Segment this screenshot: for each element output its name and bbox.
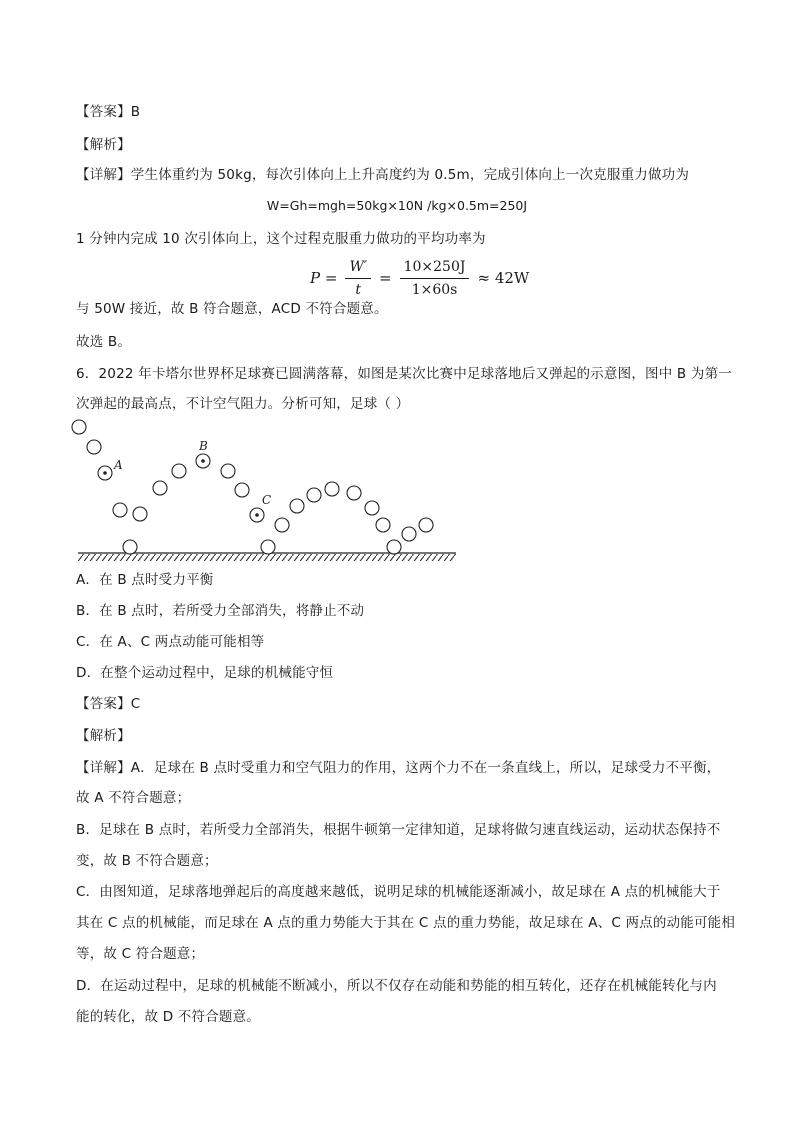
q6-stem-line1: 6．2022 年卡塔尔世界杯足球赛已圆满落幕，如图是某次比赛中足球落地后又弹起的示意图，图中 B 为第一 <box>76 366 732 382</box>
q6-analysis-label: 【解析】 <box>76 728 131 744</box>
ball <box>87 440 101 454</box>
q6-explanation-line: C．由图知道，足球落地弹起后的高度越来越低，说明足球的机械能逐渐减小，故足球在 A 点的机械能大于 <box>76 884 721 900</box>
work-formula: W=Gh=mgh=50kg×10N /kg×0.5m=250J <box>266 198 528 213</box>
q6-explanation-line: 等，故 C 符合题意； <box>76 946 205 962</box>
q6-option-a: A．在 B 点时受力平衡 <box>76 572 214 588</box>
q5-detail: 【详解】学生体重约为 50kg，每次引体向上上升高度约为 0.5m，完成引体向上一次克服重力做功为 <box>76 167 690 183</box>
point-c-dot <box>255 513 259 517</box>
power-intro: 1 分钟内完成 10 次引体向上，这个过程克服重力做功的平均功率为 <box>76 231 486 247</box>
ball <box>307 488 321 502</box>
q6-stem-line2: 次弹起的最高点，不计空气阻力。分析可知，足球（ ） <box>76 396 410 412</box>
fraction-denominator: t <box>355 281 362 298</box>
q6-explanation-line: 【详解】A．足球在 B 点时受重力和空气阻力的作用，这两个力不在一条直线上，所以，足球受力不平衡， <box>76 760 721 776</box>
q6-option-d: D．在整个运动过程中，足球的机械能守恒 <box>76 665 334 681</box>
ball <box>325 482 339 496</box>
ball <box>235 483 249 497</box>
label-c: C <box>262 493 272 507</box>
bouncing-ball-figure <box>70 412 470 564</box>
formula-equals: = <box>379 269 392 287</box>
ball <box>72 420 86 434</box>
ball <box>376 518 390 532</box>
label-a: A <box>114 458 123 472</box>
ball <box>172 464 186 478</box>
fraction-values <box>400 258 470 299</box>
ball <box>347 486 361 500</box>
q6-explanation-line: 其在 C 点的机械能，而足球在 A 点的重力势能大于其在 C 点的重力势能，故足球在 A、C 两点的动能可能相 <box>76 915 736 931</box>
q5-analysis-label: 【解析】 <box>76 137 131 153</box>
ball <box>133 507 147 521</box>
q6-explanation-line: 变，故 B 不符合题意； <box>76 853 218 869</box>
fraction-work-time <box>345 258 371 299</box>
q5-answer: 【答案】B <box>76 104 141 120</box>
q6-explanation-line: D．在运动过程中，足球的机械能不断减小，所以不仅存在动能和势能的相互转化，还存在机械能转化与内 <box>76 978 717 994</box>
ball <box>221 464 235 478</box>
q6-answer: 【答案】C <box>76 696 141 712</box>
q6-option-b: B．在 B 点时，若所受力全部消失，将静止不动 <box>76 603 365 619</box>
point-a-dot <box>103 471 107 475</box>
fraction-numerator: W′ <box>345 258 371 279</box>
ball <box>275 518 289 532</box>
ball <box>402 527 416 541</box>
q5-conclusion: 与 50W 接近，故 B 符合题意，ACD 不符合题意。 <box>76 301 388 317</box>
q6-explanation-line: 故 A 不符合题意； <box>76 790 191 806</box>
formula-result: ≈ 42W <box>477 269 530 287</box>
ball-landing <box>387 540 401 554</box>
formula-lhs: P = <box>310 269 338 287</box>
ball-landing <box>123 540 137 554</box>
q6-explanation-line: B．足球在 B 点时，若所受力全部消失，根据牛顿第一定律知道，足球将做匀速直线运动，运动状态保持不 <box>76 822 721 838</box>
q6-option-c: C．在 A、C 两点动能可能相等 <box>76 634 265 650</box>
ball-landing <box>261 540 275 554</box>
label-b: B <box>199 439 208 453</box>
ball <box>365 501 379 515</box>
q5-choose: 故选 B。 <box>76 334 132 350</box>
q6-explanation-line: 能的转化，故 D 不符合题意。 <box>76 1009 260 1025</box>
ball <box>113 503 127 517</box>
power-formula <box>310 254 529 302</box>
fraction-denominator-values: 1×60s <box>411 281 458 298</box>
ball <box>419 518 433 532</box>
ground-hatching <box>78 554 456 561</box>
fraction-numerator-values: 10×250J <box>400 258 470 279</box>
point-b-dot <box>201 459 205 463</box>
ball <box>153 481 167 495</box>
ball <box>290 499 304 513</box>
